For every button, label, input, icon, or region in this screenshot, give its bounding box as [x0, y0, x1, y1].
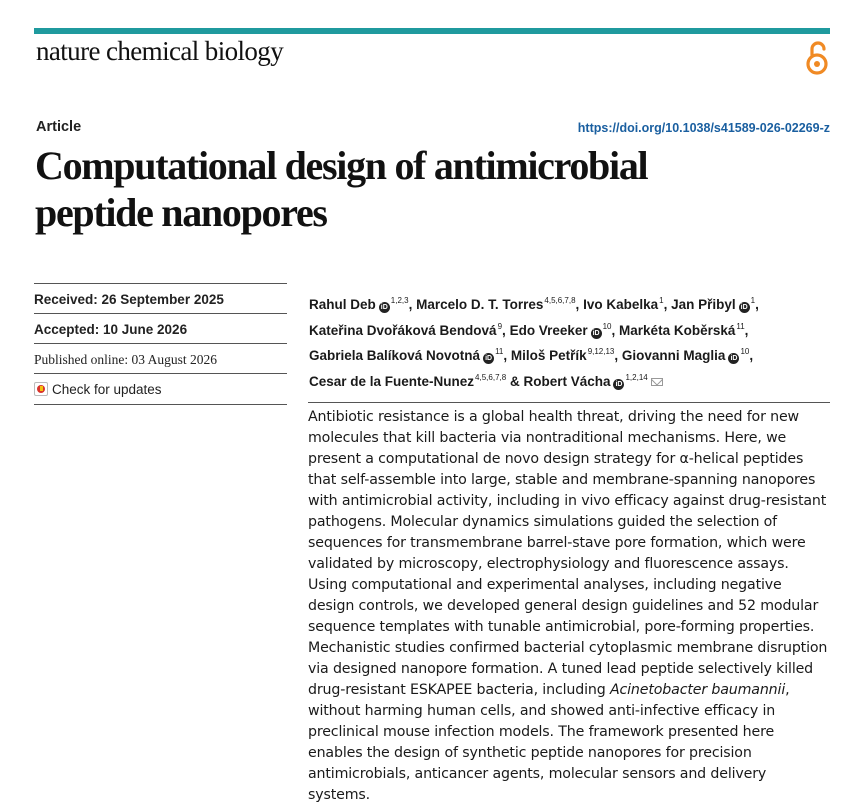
affiliation-superscript: 1,2,3 — [390, 296, 409, 305]
check-for-updates-label: Check for updates — [52, 382, 162, 397]
author-name[interactable]: Markéta Koběrská$^{11}$, — [619, 321, 749, 338]
affiliation-superscript: 4,5,6,7,8 — [475, 372, 507, 382]
author-name[interactable]: Kateřina Dvořáková Bendová$^9$, — [309, 321, 506, 338]
author-name-text: Kateřina Dvořáková Bendová — [309, 322, 497, 338]
author-name[interactable]: Giovanni Maglia $iD^{10}$, — [621, 347, 754, 363]
article-type: Article — [36, 119, 82, 135]
author-name-text: Miloš Petřík — [510, 348, 587, 363]
author-name-text: Jan Přibyl — [671, 297, 736, 312]
abstract — [308, 407, 830, 806]
article-title — [35, 142, 825, 236]
affiliation-superscript: 4,5,6,7,8 — [544, 296, 576, 305]
abstract-text-part-1: Antibiotic resistance is a global health threat, driving the need for new molecules that kill bacteria via nontraditional mechanisms. Here, we present a computational de novo design strategy for α-helical peptides that self-assemble into large, stable and membrane-spanning nanopores with antimicrobial activity, including in vivo efficacy against drug-resistant pathogens. Molecular dynamics simulations guided the selection of sequences for transmembrane barrel-stave pore formation, which were validated by microscopy, electrophysiology and fluorescence assays. Using computational and experimental analyses, including negative design controls, we developed general design guidelines and 52 modular sequence templates with tunable antimicrobial, pore-forming properties. Mechanistic studies confirmed bacterial cytoplasmic membrane disruption via designed nanopore formation. A tuned lead peptide selectively killed drug-resistant ESKAPEE bacteria, including — [308, 409, 828, 698]
publication-dates — [34, 283, 287, 405]
author-name-text: Edo Vreeker — [509, 322, 588, 338]
orcid-icon[interactable]: iD — [485, 355, 493, 362]
author-name-text: Rahul Deb — [309, 297, 376, 312]
affiliation-superscript: 9 — [497, 321, 503, 331]
author-name[interactable]: Ivo Kabelka$^1$, — [583, 296, 668, 312]
accepted-date: Accepted: 10 June 2026 — [34, 313, 287, 343]
author-name[interactable] — [523, 374, 662, 389]
author-name[interactable]: Miloš Petřík$^{9,12,13}$, — [510, 347, 619, 363]
journal-name: nature chemical biology — [36, 36, 284, 66]
author-name-text: Robert Vácha — [523, 373, 611, 389]
abstract-text-part-2: , without harming human cells, and showed anti-infective efficacy in preclinical mouse infection models. The framework presented here enables the design of synthetic peptide nanopores for precision antimicrobials, anticancer agents, molecular sensors and delivery systems. — [308, 682, 790, 803]
title-line-1: Computational design of antimicrobial — [35, 143, 648, 188]
author-list: Rahul Deb iD$^{1,2,3}$, Marcelo D. T. Torres$^{4,5,6,7,8}$, Ivo Kabelka$^1$, Jan Přibyl $iD^1$, Kateřina Dvořáková Bendová$^9$, Edo Vreeker $iD^{10}$, Markéta Koběrská$^{11}$, Gabriela Balíková Novotná $iD^{11}$, Miloš Petřík$^{9,12,13}$, Giovanni Maglia $iD^{10}$, Cesar de la Fuente-Nunez$^{4,5,6,7,8}$ & Robert Vácha iD$^{1,2,14}$ — [309, 296, 759, 389]
affiliation-superscript: 10 — [602, 321, 612, 331]
abstract-species-name: Acinetobacter baumannii — [609, 682, 786, 698]
author-name-text: Marcelo D. T. Torres — [416, 297, 544, 312]
affiliation-superscript: 11 — [495, 347, 504, 356]
orcid-icon[interactable]: iD — [730, 355, 738, 362]
email-icon[interactable] — [651, 378, 663, 386]
author-name[interactable]: Marcelo D. T. Torres$^{4,5,6,7,8}$, — [416, 296, 580, 312]
orcid-icon[interactable]: iD — [740, 304, 748, 311]
author-name-text: Gabriela Balíková Novotná — [309, 348, 481, 363]
affiliation-superscript: 9,12,13 — [587, 347, 615, 356]
journal-accent-bar — [34, 28, 830, 34]
check-for-updates-icon — [34, 382, 48, 396]
author-name-text: Ivo Kabelka — [583, 297, 659, 312]
orcid-icon[interactable]: iD — [615, 380, 623, 388]
author-name-text: Markéta Koběrská — [619, 322, 736, 338]
check-for-updates-button[interactable] — [34, 373, 287, 405]
affiliation-superscript: 1 — [750, 296, 756, 305]
title-line-2: peptide nanopores — [35, 190, 327, 235]
author-name[interactable]: Gabriela Balíková Novotná $iD^{11}$, — [309, 347, 508, 363]
author-name-text: Cesar de la Fuente-Nunez — [309, 373, 475, 389]
author-name[interactable]: Jan Přibyl $iD^1$, — [671, 296, 759, 312]
received-date: Received: 26 September 2025 — [34, 283, 287, 313]
affiliation-superscript: 1 — [659, 296, 664, 305]
author-name[interactable]: Rahul Deb iD$^{1,2,3}$, — [309, 296, 413, 312]
affiliation-superscript: 1,2,14 — [625, 372, 648, 382]
orcid-icon[interactable]: iD — [592, 329, 600, 337]
affiliation-superscript: 10 — [740, 347, 750, 356]
affiliation-superscript: 11 — [736, 321, 745, 331]
author-name[interactable] — [309, 374, 506, 389]
doi-link[interactable]: https://doi.org/10.1038/s41589-026-02269-z — [577, 121, 830, 135]
orcid-icon[interactable]: iD — [380, 304, 388, 311]
open-access-icon — [804, 40, 830, 76]
abstract-divider — [308, 402, 830, 403]
published-date: Published online: 03 August 2026 — [34, 343, 287, 373]
author-name-text: Giovanni Maglia — [621, 348, 726, 363]
author-name[interactable]: Edo Vreeker $iD^{10}$, — [509, 321, 616, 338]
